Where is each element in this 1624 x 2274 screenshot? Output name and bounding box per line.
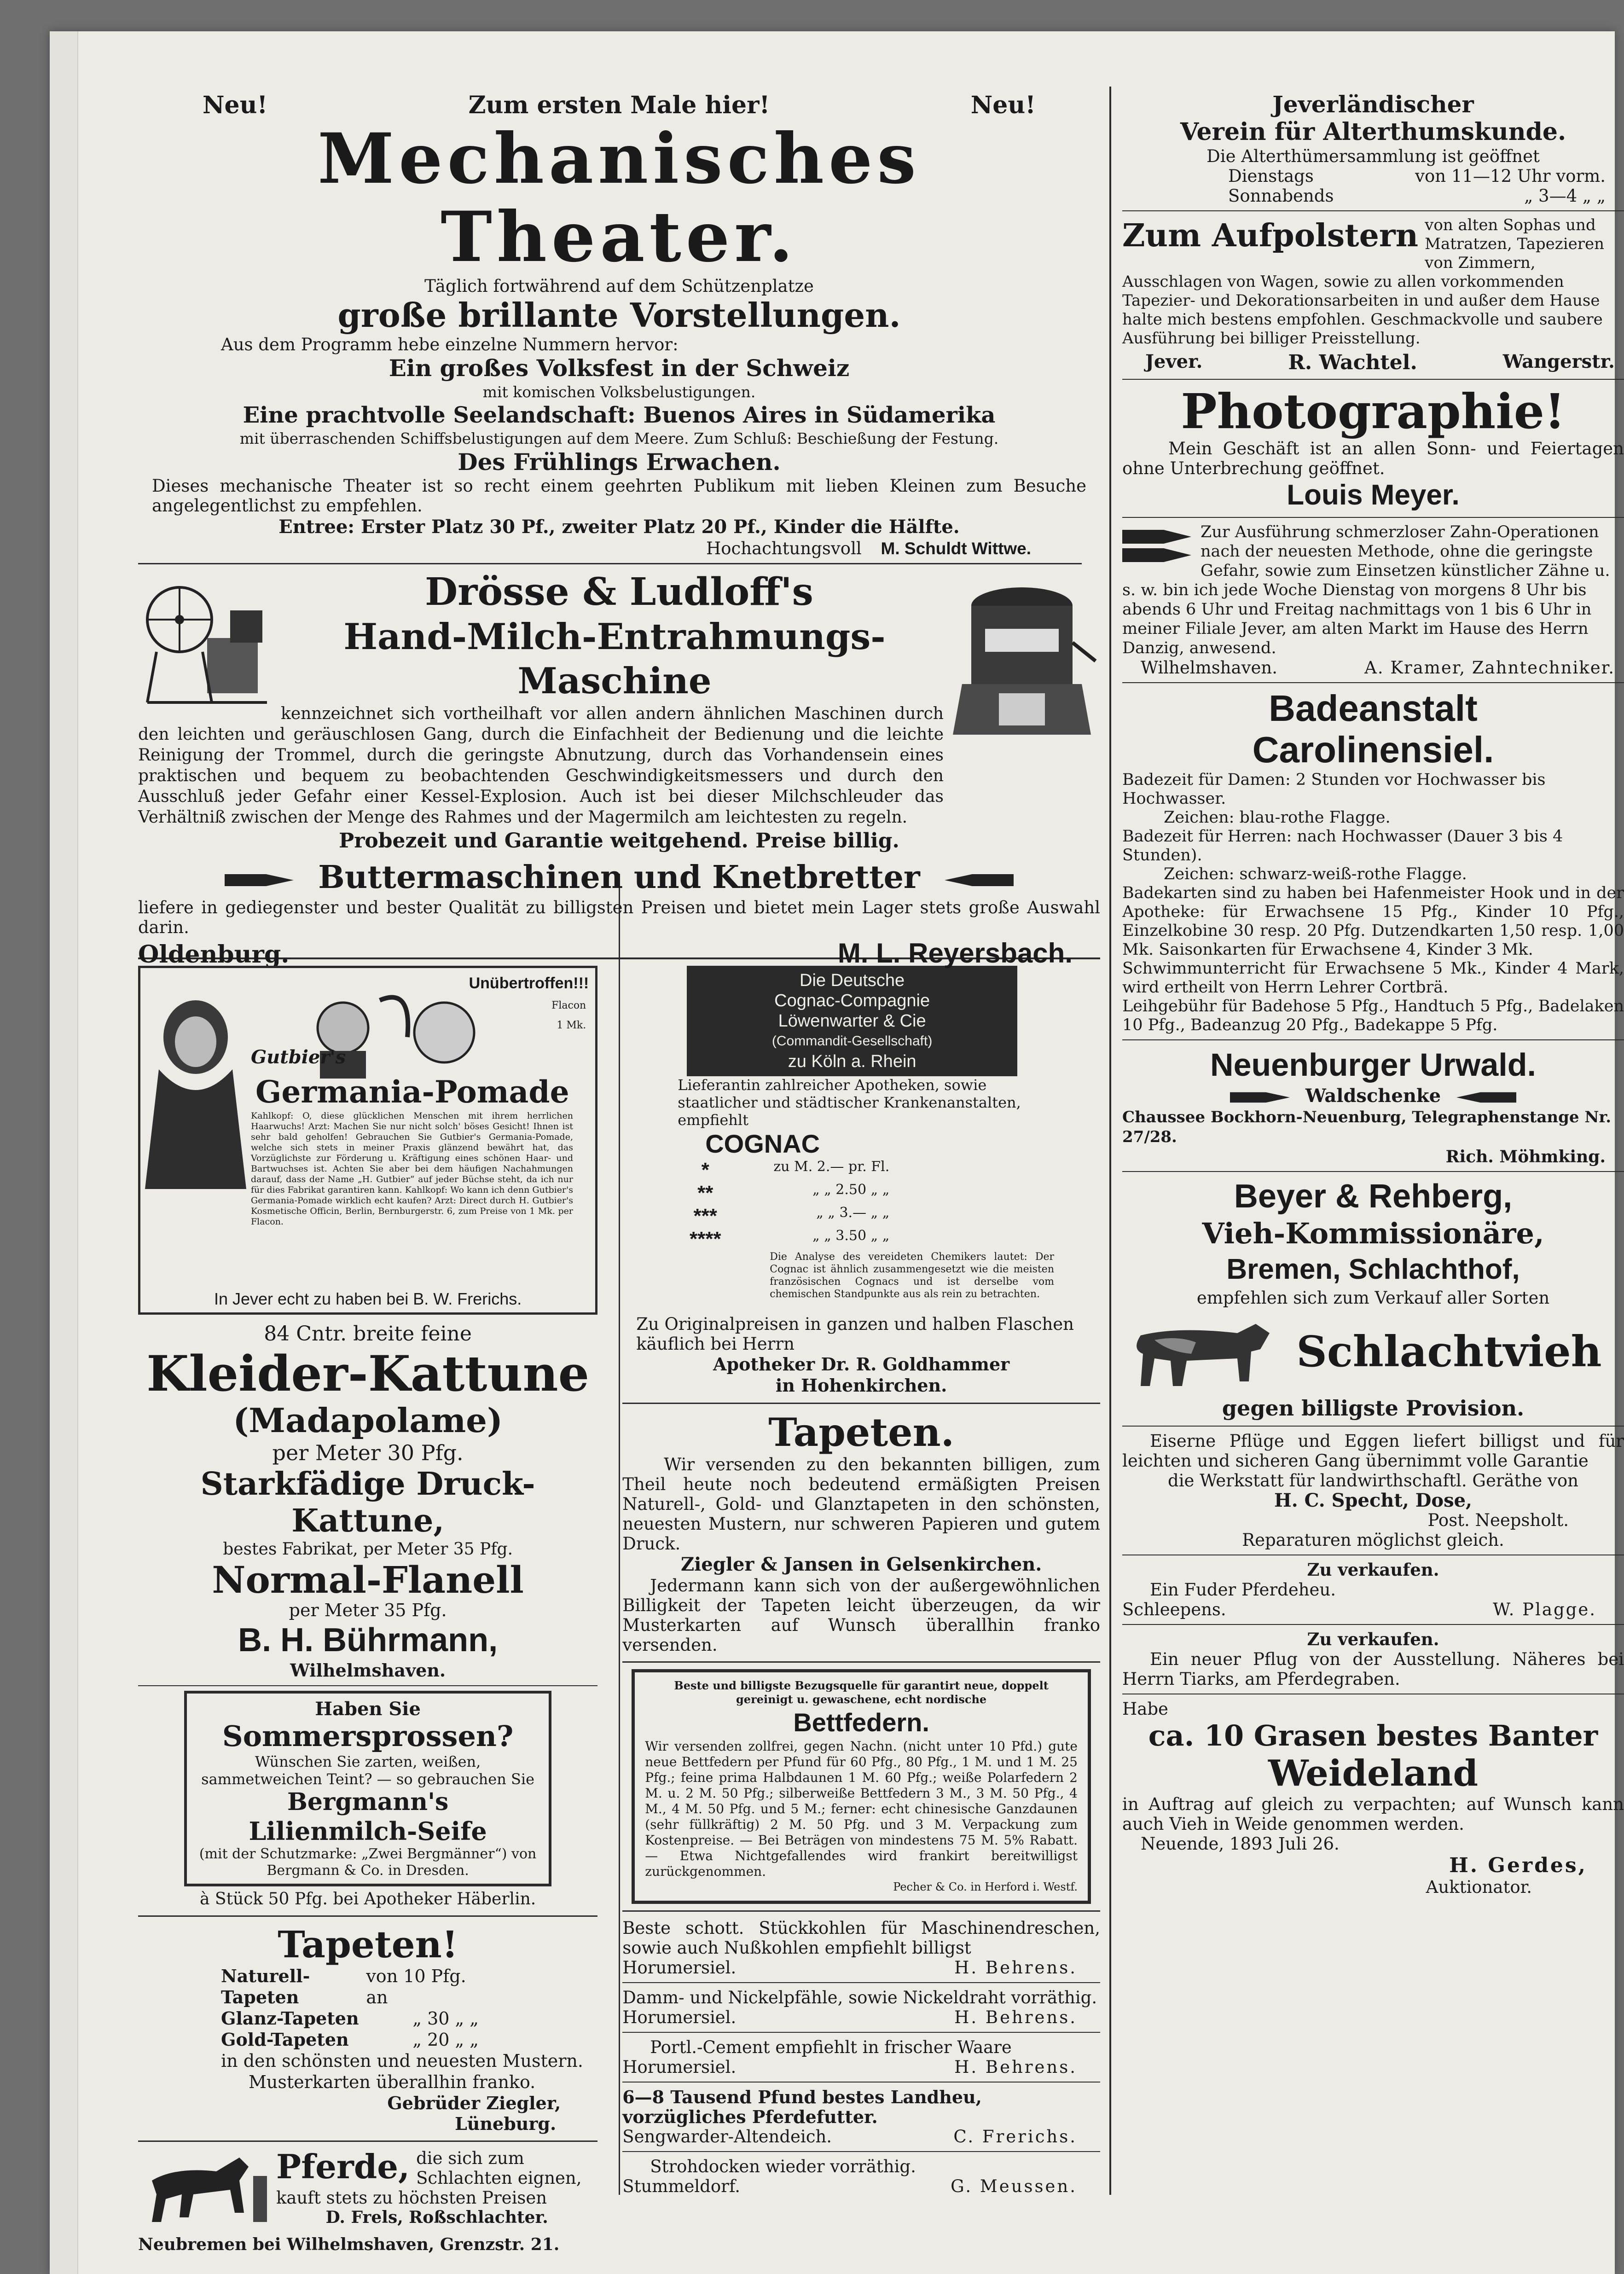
tapeten-left-title: Tapeten! xyxy=(278,1923,458,1966)
polster-title: Zum Aufpolstern xyxy=(1122,217,1419,254)
butter-text: liefere in gediegenster und bester Qualität zu billigsten Preisen und bietet mein Lager stets große Auswahl darin. xyxy=(138,898,1100,937)
theater-item2: Eine prachtvolle Seelandschaft: Buenos Aires in Südamerika xyxy=(243,402,996,428)
urwald-title: Neuenburger Urwald. xyxy=(1210,1047,1536,1083)
pointing-hand-icon xyxy=(1456,1088,1516,1107)
weide-l1: Habe xyxy=(1122,1699,1168,1719)
bad-p1: Badezeit für Damen: 2 Stunden vor Hochwasser bis Hochwasser. xyxy=(1122,771,1546,808)
verk1-title: Zu verkaufen. xyxy=(1307,1560,1439,1580)
pointing-hand-icon xyxy=(1230,1088,1290,1107)
bad-p7: Leihgebühr für Badehose 5 Pfg., Handtuch 5 Pfg., Badelaken 10 Pfg., Badeanzug 20 Pfg., Badekappe 5 Pfg. xyxy=(1122,997,1624,1034)
woman-portrait-illustration xyxy=(145,996,246,1189)
cognac-box-l5: zu Köln a. Rhein xyxy=(788,1052,916,1071)
behrens-b3: Portl.-Cement empfiehlt in frischer Waare xyxy=(650,2037,1012,2057)
tapeten-left-l5: Musterkarten überallhin franko. xyxy=(249,2072,536,2092)
specht-rep: Reparaturen möglichst gleich. xyxy=(1242,1530,1504,1550)
droesse-firm: M. L. Reyersbach. xyxy=(837,938,1073,969)
cognac-box-l3: Löwenwarter & Cie xyxy=(778,1011,926,1031)
bad-p6: Schwimmunterricht für Erwachsene 5 Mk., Kinder 4 Mark, wird ertheilt von Herrn Lehrer Cortbrä. xyxy=(1122,959,1624,997)
divider xyxy=(1122,682,1624,683)
divider xyxy=(138,1685,597,1686)
divider xyxy=(138,1915,597,1917)
behrens-posts-ad xyxy=(622,1988,1100,2027)
theater-item2b: mit überraschenden Schiffsbelustigungen auf dem Meere. Zum Schluß: Beschießung der Festung. xyxy=(239,429,999,447)
photo-title: Photographie! xyxy=(1181,383,1566,440)
theater-signature: M. Schuldt Wittwe. xyxy=(881,539,1031,558)
theater-item3: Des Frühlings Erwachen. xyxy=(458,448,781,476)
divider xyxy=(622,1910,1100,1912)
kattune-city: Wilhelmshaven. xyxy=(290,1660,446,1681)
pferde-title: Pferde, xyxy=(276,2147,410,2186)
divider xyxy=(1122,517,1624,518)
tapeten-left-city: Lüneburg. xyxy=(455,2113,557,2134)
pferde-ad xyxy=(138,2148,597,2254)
tapeten-mid-firm: Ziegler & Jansen in Gelsenkirchen. xyxy=(680,1554,1042,1575)
theater-line2: große brillante Vorstellungen. xyxy=(337,296,901,335)
urwald-sig: Rich. Möhmking. xyxy=(1445,1147,1606,1166)
tapeten-left-r2b: „ 30 „ „ xyxy=(412,2008,479,2029)
meussen-city: Stummeldorf. xyxy=(622,2176,740,2196)
behrens-b2-city: Horumersiel. xyxy=(622,2007,737,2027)
bad-title2: Carolinensiel. xyxy=(1252,729,1494,770)
pomade-dialog: Kahlkopf: O, diese glücklichen Menschen mit ihrem herrlichen Haarwuchs! Arzt: Machen Sie nur nicht solch' böses Gesicht! Ihnen ist sehr bald geholfen! Gebrauchen Sie Gutbier's Germania-Pomade, welche sich stets in meiner Praxis glänzend bewährt hat, das Vorzüglichste zur Förderung u. Kräftigung eines schönen Haar- und Bartwuchses ist. Achten Sie aber bei dem häufigen Nachahmungen darauf, dass der Name „H. Gutbier“ auf jeder Büchse steht, da ich nur für dies Fabrikat garantiren kann. Kahlkopf: Wo kann ich denn Gutbier's Germania-Pomade wirklich echt kaufen? Arzt: Direct durch H. Gutbier's Kosmetische Officin, Berlin, Bernburgerstr. 6, zum Preise von 1 Mk. per Flacon. xyxy=(251,1111,573,1227)
beyer-t1: Beyer & Rehberg, xyxy=(1234,1178,1513,1215)
cognac-price-2: „ „ 2.50 „ „ xyxy=(812,1182,890,1198)
sommer-l2: Sommersprossen? xyxy=(222,1719,514,1753)
tapeten-left-r2a: Glanz-Tapeten xyxy=(221,2008,359,2029)
polster-city: Jever. xyxy=(1145,351,1203,372)
divider xyxy=(622,2151,1100,2152)
divider xyxy=(622,1661,1100,1663)
droesse-title: Drösse & Ludloff's xyxy=(425,570,813,614)
behrens-coal-ad xyxy=(622,1918,1100,1978)
verk1-text: Ein Fuder Pferdeheu. xyxy=(1150,1580,1336,1600)
theater-sig-pre: Hochachtungsvoll xyxy=(706,539,862,558)
pointing-hand-icon xyxy=(225,870,294,891)
divider xyxy=(622,1982,1100,1983)
frerichs-text: 6—8 Tausend Pfund bestes Landheu, vorzügliches Pferdefutter. xyxy=(622,2087,982,2127)
kattune-price2: bestes Fabrikat, per Meter 35 Pfg. xyxy=(223,1540,513,1559)
verk2-title: Zu verkaufen. xyxy=(1307,1629,1439,1649)
pomade-footer: In Jever echt zu haben bei B. W. Frerichs. xyxy=(214,1289,522,1308)
verkaufen2-ad xyxy=(1122,1630,1624,1689)
tapeten-mid-text: Wir versenden zu den bekannten billigen, zum Theil heute noch bedeutend ermäßigten Preisen Naturell-, Gold- und Glanztapeten in den schönsten, neuesten Mustern, nur schweren Papieren und gutem Druck. xyxy=(622,1455,1100,1554)
tapeten-left-firm: Gebrüder Ziegler, xyxy=(387,2093,561,2113)
weide-l2: ca. 10 Grasen bestes Banter xyxy=(1148,1719,1598,1752)
behrens-b1-sig: H. Behrens. xyxy=(954,1958,1077,1978)
droesse-city: Oldenburg. xyxy=(138,940,290,969)
cow-illustration xyxy=(1122,1308,1274,1395)
beyer-ad xyxy=(1122,1177,1624,1421)
cognac-ad xyxy=(622,966,1100,1300)
verk2-text: Ein neuer Pflug von der Ausstellung. Näheres bei Herrn Tiarks, am Pferdegraben. xyxy=(1122,1649,1624,1689)
tapeten-left-l4: in den schönsten und neuesten Mustern. xyxy=(221,2051,583,2071)
tapeten-left-r1a: Naturell-Tapeten xyxy=(221,1966,310,2007)
beyer-t4: empfehlen sich zum Verkauf aller Sorten xyxy=(1196,1288,1550,1308)
kattune-madapolame: (Madapolame) xyxy=(233,1401,503,1440)
weide-ad xyxy=(1122,1699,1624,1897)
polster-street: Wangerstr. xyxy=(1502,351,1615,372)
divider xyxy=(1122,379,1624,380)
centrifuge-drum-illustration xyxy=(944,578,1100,744)
polster-text: von alten Sophas und Matratzen, Tapezieren von Zimmern, Ausschlagen von Wagen, sowie zu allen vorkommenden Tapezier- und Dekorationsarbeiten in und außer dem Hause halte mich bestens empfohlen. Geschmackvolle und saubere Ausführung bei billiger Preisstellung. xyxy=(1122,216,1604,348)
left-column xyxy=(138,91,1100,2254)
weide-date: Neuende, 1893 Juli 26. xyxy=(1141,1834,1340,1854)
tapeten-left-ad xyxy=(138,1923,597,2134)
sommer-l1: Haben Sie xyxy=(315,1698,421,1720)
frerichs-sig: C. Frerichs. xyxy=(953,2127,1077,2146)
theater-new-right: Neu! xyxy=(970,91,1036,119)
beyer-t5: Schlachtvieh xyxy=(1296,1327,1602,1376)
cognac-box-l2: Cognac-Compagnie xyxy=(774,991,930,1010)
pferde-name: D. Frels, Roßschlachter. xyxy=(325,2208,548,2227)
kattune-ad xyxy=(138,1322,597,1681)
droesse-subtitle: Hand-Milch-Entrahmungs-Maschine xyxy=(343,616,886,702)
verein-r1b: von 11—12 Uhr vorm. xyxy=(1415,166,1606,186)
theater-item1b: mit komischen Volksbelustigungen. xyxy=(482,383,756,401)
frerichs-city: Sengwarder-Altendeich. xyxy=(622,2127,832,2146)
bett-text: Wir versenden zollfrei, gegen Nachn. (nicht unter 10 Pfd.) gute neue Bettfedern per Pfund für 60 Pfg., 80 Pfg., 1 M. und 1 M. 25 Pfg.; feine prima Halbdaunen 1 M. 60 Pfg.; weiße Polarfedern 2 M. u. 2 M. 50 Pfg.; silberweiße Bettfedern 3 M., 3 M. 50 Pfg., 4 M., 4 M. 50 Pfg. und 5 M.; ferner: echt chinesische Ganzdaunen (sehr füllkräftig) 2 M. 50 Pfg. und 3 M. Verpackung zum Kostenpreise. — Bei Beträgen von mindestens 75 M. 5% Rabatt. — Etwa Nichtgefallendes wird frankirt bereitwilligst zurückgenommen. xyxy=(645,1739,1078,1879)
photo-name: Louis Meyer. xyxy=(1287,479,1460,511)
divider xyxy=(1122,1426,1624,1427)
bett-title: Bettfedern. xyxy=(793,1708,929,1737)
cognac-box-l1: Die Deutsche xyxy=(800,971,905,990)
verein-l2: Verein für Alterthumskunde. xyxy=(1180,118,1566,146)
behrens-b1: Beste schott. Stückkohlen für Maschinendreschen, sowie auch Nußkohlen empfiehlt billigst xyxy=(622,1918,1100,1958)
tapeten-left-r3b: „ 20 „ „ xyxy=(412,2030,479,2050)
pomade-ad xyxy=(138,966,597,1315)
meussen-ad xyxy=(622,2157,1100,2196)
weide-text: in Auftrag auf gleich zu verpachten; auf Wunsch kann auch Vieh in Weide genommen werden. xyxy=(1122,1794,1624,1834)
behrens-b3-sig: H. Behrens. xyxy=(954,2057,1077,2077)
sommer-l4: Bergmann's xyxy=(287,1788,449,1816)
bad-p4: Zeichen: schwarz-weiß-rothe Flagge. xyxy=(1164,865,1467,883)
cognac-orig: Zu Originalpreisen in ganzen und halben Flaschen käuflich bei Herrn xyxy=(636,1314,1074,1354)
theater-new-left: Neu! xyxy=(203,91,268,119)
specht-text2: die Werkstatt für landwirthschaftl. Geräthe von xyxy=(1168,1471,1578,1491)
kattune-firm: B. H. Bührmann, xyxy=(238,1622,498,1659)
pointing-hand-icon xyxy=(1122,525,1191,567)
behrens-b1-city: Horumersiel. xyxy=(622,1958,737,1978)
theater-item1: Ein großes Volksfest in der Schweiz xyxy=(389,354,850,382)
polster-name: R. Wachtel. xyxy=(1288,351,1417,374)
specht-name: H. C. Specht, Dose, xyxy=(1274,1490,1472,1511)
theater-ad xyxy=(138,91,1100,558)
divider xyxy=(138,2141,597,2142)
verein-r2b: „ 3—4 „ „ xyxy=(1524,186,1606,206)
cognac-company-box xyxy=(687,966,1017,1076)
divider xyxy=(622,2032,1100,2033)
cognac-seller-city: in Hohenkirchen. xyxy=(775,1375,947,1396)
sommer-l7: à Stück 50 Pfg. bei Apotheker Häberlin. xyxy=(200,1890,536,1909)
tapeten-mid-ad xyxy=(622,1410,1100,1655)
verein-l3: Die Alterthümersammlung ist geöffnet xyxy=(1206,146,1540,166)
behrens-b2: Damm- und Nickelpfähle, sowie Nickeldraht vorräthig. xyxy=(622,1988,1097,2007)
photo-ad xyxy=(1122,384,1624,512)
bad-ad xyxy=(1122,688,1624,1035)
sommer-l3: Wünschen Sie zarten, weißen, sammetweichen Teint? — so gebrauchen Sie xyxy=(201,1753,535,1788)
droesse-text: kennzeichnet sich vortheilhaft vor allen andern ähnlichen Maschinen durch den leichten und geräuschlosen Gang, durch die Einfachheit der Bedienung und die leichte Reinigung der Trommel, durch die geringste Abnutzung, durch das Vorhandensein eines praktischen und bequem zu beobachtenden Geschwindigkeitsmessers und durch den Ausschluß jeder Gefahr einer Kessel-Explosion. Auch ist bei dieser Milchschleuder das Verhältniß zwischen der Menge des Rahmes und der Magermilch am leichtesten zu regeln. xyxy=(138,704,944,827)
sommer-l6: (mit der Schutzmarke: „Zwei Bergmänner“) von Bergmann & Co. in Dresden. xyxy=(199,1846,537,1879)
weide-sig: H. Gerdes, xyxy=(1449,1854,1587,1877)
bad-p5: Badekarten sind zu haben bei Hafenmeister Hook und in der Apotheke: für Erwachsene 15 Pfg., Kinder 10 Pfg., Einzelkobine 30 resp. 20 Pfg. Dutzendkarten 1,50 resp. 1,00 Mk. Saisonkarten für Erwachsene 4, Kinder 3 Mk. xyxy=(1122,884,1624,959)
cognac-price-1: zu M. 2.— pr. Fl. xyxy=(773,1159,890,1175)
cognac-analysis: Die Analyse des vereideten Chemikers lautet: Der Cognac ist ähnlich zusammengesetzt wie die meisten französischen Cognacs und ist derselbe vom chemischen Standpunkte aus als rein zu betrachten. xyxy=(770,1251,1054,1300)
page-binding-edge xyxy=(50,31,78,2274)
cognac-price-4: „ „ 3.50 „ „ xyxy=(812,1228,890,1244)
bad-p2: Zeichen: blau-rothe Flagge. xyxy=(1164,808,1391,827)
middle-subcolumn xyxy=(609,966,1100,2254)
specht-ad xyxy=(1122,1431,1624,1550)
pomade-title: Germania-Pomade xyxy=(255,1074,569,1110)
cognac-text1: Lieferantin zahlreicher Apotheken, sowie staatlicher und städtischer Krankenanstalten, empfiehlt xyxy=(678,1076,1021,1129)
newspaper-page xyxy=(50,31,1624,2274)
behrens-b3-city: Horumersiel. xyxy=(622,2057,737,2077)
pomade-price: Flacon 1 Mk. xyxy=(551,1000,586,1031)
theater-title: Mechanisches Theater. xyxy=(318,118,921,278)
kattune-druck: Starkfädige Druck-Kattune, xyxy=(200,1466,535,1539)
cognac-stars-1: * xyxy=(701,1159,709,1181)
tapeten-left-r1b: von 10 Pfg. an xyxy=(366,1966,466,2007)
divider xyxy=(1122,210,1624,211)
cognac-stars-4: **** xyxy=(689,1228,721,1250)
photo-text: Mein Geschäft ist an allen Sonn- und Feiertagen ohne Unterbrechung geöffnet. xyxy=(1122,439,1624,478)
kattune-price3: per Meter 35 Pfg. xyxy=(289,1600,447,1620)
theater-text: Dieses mechanische Theater ist so recht einem geehrten Publikum mit lieben Kleinen zum Besuche angelegentlichst zu empfehlen. xyxy=(152,476,1086,516)
divider xyxy=(622,2082,1100,2083)
zahn-ad xyxy=(1122,522,1624,678)
bett-firm: Pecher & Co. in Herford i. Westf. xyxy=(893,1880,1078,1893)
beyer-t6: gegen billigste Provision. xyxy=(1222,1396,1525,1421)
kattune-flanell: Normal-Flanell xyxy=(212,1558,524,1601)
kattune-price1: per Meter 30 Pfg. xyxy=(272,1440,464,1465)
cognac-box-l4: (Commandit-Gesellschaft) xyxy=(771,1033,933,1049)
pferde-addr: Neubremen bei Wilhelmshaven, Grenzstr. 21. xyxy=(138,2235,560,2254)
weide-l3: Weideland xyxy=(1268,1752,1479,1794)
pointing-hand-icon xyxy=(945,870,1014,891)
verk1-sig: W. Plagge. xyxy=(1493,1600,1596,1619)
tapeten-mid-title: Tapeten. xyxy=(768,1410,954,1455)
specht-post: Post. Neepsholt. xyxy=(1427,1510,1569,1530)
theater-line1: Täglich fortwährend auf dem Schützenplatze xyxy=(424,276,814,296)
theater-line3: Aus dem Programm hebe einzelne Nummern hervor: xyxy=(221,335,679,354)
cognac-seller: Apotheker Dr. R. Goldhammer xyxy=(713,1354,1010,1375)
droesse-footer: Probezeit und Garantie weitgehend. Preise billig. xyxy=(339,829,899,853)
verein-l1: Jeverländischer xyxy=(1272,91,1474,118)
divider xyxy=(1122,1171,1624,1172)
bettfedern-ad xyxy=(632,1669,1091,1904)
specht-text: Eiserne Pflüge und Eggen liefert billigst und für leichten und sicheren Gang übernimmt volle Garantie xyxy=(1122,1431,1624,1471)
right-column xyxy=(1122,91,1624,2218)
cognac-price-3: „ „ 3.— „ „ xyxy=(816,1205,890,1221)
zahn-city: Wilhelmshaven. xyxy=(1141,658,1277,678)
meussen-text: Strohdocken wieder vorräthig. xyxy=(650,2157,916,2176)
kattune-title: Kleider-Kattune xyxy=(146,1345,590,1402)
divider xyxy=(1122,1039,1624,1040)
beyer-t3: Bremen, Schlachthof, xyxy=(1226,1253,1520,1285)
pomade-badge: Unübertroffen!!! xyxy=(469,975,589,992)
sommer-ad xyxy=(138,1691,597,1909)
bad-p3: Badezeit für Herren: nach Hochwasser (Dauer 3 bis 4 Stunden). xyxy=(1122,827,1563,864)
left-subcolumn xyxy=(138,966,609,2254)
butter-title: Buttermaschinen und Knetbretter xyxy=(318,859,920,896)
tapeten-left-r3a: Gold-Tapeten xyxy=(221,2029,349,2050)
urwald-sub: Waldschenke xyxy=(1305,1085,1441,1107)
horse-illustration xyxy=(138,2148,272,2231)
kattune-l1: 84 Cntr. breite feine xyxy=(264,1322,472,1346)
droesse-ad xyxy=(138,569,1100,969)
behrens-b2-sig: H. Behrens. xyxy=(954,2007,1077,2027)
urwald-text: Chaussee Bockhorn-Neuenburg, Telegraphenstange Nr. 27/28. xyxy=(1122,1108,1612,1146)
tapeten-mid-text2: Jedermann kann sich von der außergewöhnlichen Billigkeit der Tapeten leicht überzeugen, da wir Musterkarten auf Wunsch überallhin franko versenden. xyxy=(622,1576,1100,1655)
beyer-t2: Vieh-Kommissionäre, xyxy=(1202,1217,1544,1250)
bad-title1: Badeanstalt xyxy=(1269,688,1478,729)
theater-entree: Entree: Erster Platz 30 Pf., zweiter Platz 20 Pf., Kinder die Hälfte. xyxy=(278,516,960,538)
zahn-text: Zur Ausführung schmerzloser Zahn-Operationen nach der neuesten Methode, ohne die geringste Gefahr, sowie zum Einsetzen künstlicher Zähne u. s. w. bin ich jede Woche Dienstag von morgens 8 Uhr bis abends 6 Uhr und Freitag nachmittags von 1 bis 6 Uhr in meiner Filiale Jever, am alten Markt im Hause des Herrn Danzig, anwesend. xyxy=(1122,523,1610,657)
behrens-cement-ad xyxy=(622,2037,1100,2077)
milk-separator-machine-illustration xyxy=(138,578,276,707)
verein-r2a: Sonnabends xyxy=(1228,186,1334,206)
weide-role: Auktionator. xyxy=(1426,1877,1532,1897)
divider xyxy=(138,563,1082,564)
bett-l1: Beste und billigste Bezugsquelle für garantirt neue, doppelt gereinigt u. gewaschene, echt nordische xyxy=(674,1679,1049,1706)
verein-r1a: Dienstags xyxy=(1228,166,1314,186)
divider xyxy=(1122,1624,1624,1625)
verk1-city: Schleepens. xyxy=(1122,1600,1226,1619)
column-rule-main xyxy=(1109,87,1111,2195)
verkaufen1-ad xyxy=(1122,1560,1624,1619)
urwald-ad xyxy=(1122,1045,1624,1166)
cognac-stars-2: ** xyxy=(697,1182,713,1204)
cognac-name: COGNAC xyxy=(705,1129,820,1158)
sommer-l5: Lilienmilch-Seife xyxy=(249,1816,487,1846)
divider xyxy=(622,1403,1100,1404)
pferde-text: die sich zum Schlachten eignen, kauft stets zu höchsten Preisen xyxy=(276,2148,582,2208)
cognac-stars-3: *** xyxy=(693,1205,717,1227)
verein-ad xyxy=(1122,91,1624,206)
frerichs-hay-ad xyxy=(622,2087,1100,2146)
zahn-sig: A. Kramer, Zahntechniker. xyxy=(1364,658,1615,678)
theater-first-time: Zum ersten Male hier! xyxy=(468,91,770,119)
polster-ad xyxy=(1122,216,1624,374)
meussen-sig: G. Meussen. xyxy=(951,2176,1077,2196)
pomade-maker: Gutbier's xyxy=(251,1046,346,1068)
